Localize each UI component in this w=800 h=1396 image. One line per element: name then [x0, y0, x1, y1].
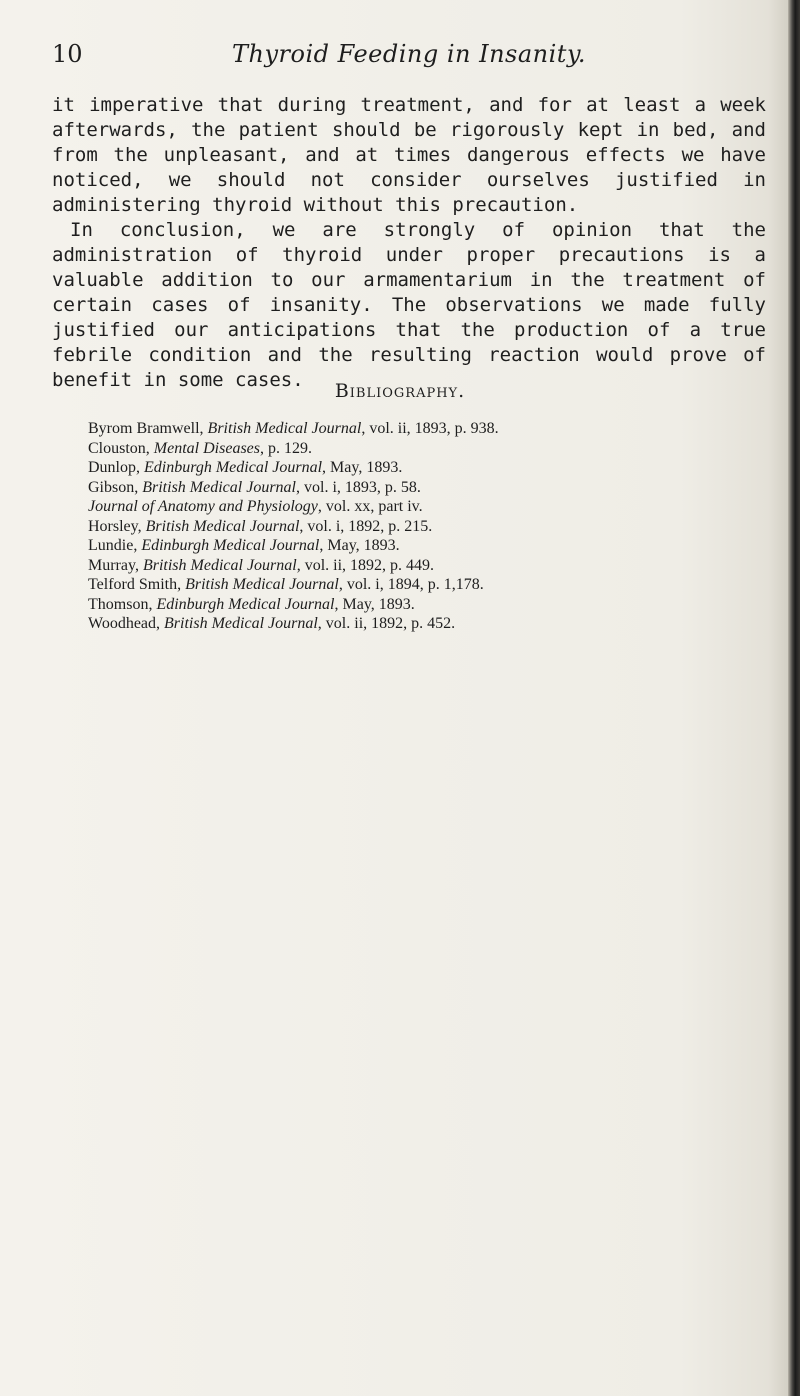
- entry-details: , vol. i, 1894, p. 1,178.: [338, 576, 484, 593]
- bibliography-heading: Bibliography.: [334, 380, 466, 402]
- entry-details: , vol. i, 1893, p. 58.: [296, 478, 421, 496]
- entry-author: Clouston,: [88, 439, 154, 457]
- page-header: [52, 40, 752, 80]
- bibliography-entry: [88, 478, 748, 498]
- entry-details: , vol. xx, part iv.: [317, 498, 423, 515]
- bibliography-entry: [88, 595, 748, 615]
- entry-author: Byrom Bramwell,: [88, 420, 208, 437]
- entry-details: , vol. ii, 1892, p. 449.: [296, 556, 435, 574]
- running-title: Thyroid Feeding in Insanity.: [232, 40, 586, 68]
- entry-details: , May, 1893.: [319, 537, 400, 554]
- bibliography-entry: [88, 497, 748, 517]
- entry-journal: British Medical Journal: [185, 576, 339, 593]
- entry-details: , p. 129.: [260, 439, 312, 457]
- paragraph-1: it imperative that during treatment, and for at least a week afterwards, the patient should be rigorously kept in bed, and from the unpleasant, and at times dangerous effects we have noticed, we should not consider ourselves justified in administering thyroid without this precaution.: [52, 94, 766, 216]
- entry-author: Lundie,: [88, 537, 142, 554]
- bibliography-entry: [88, 458, 748, 478]
- page-number: 10: [52, 40, 83, 68]
- entry-journal: Edinburgh Medical Journal: [156, 595, 335, 613]
- bibliography-entry: [88, 419, 748, 439]
- entry-journal: British Medical Journal: [142, 556, 297, 574]
- entry-details: , vol. ii, 1892, p. 452.: [317, 615, 456, 632]
- entry-details: , vol. i, 1892, p. 215.: [299, 517, 433, 535]
- entry-journal: Journal of Anatomy and Physiology: [88, 498, 318, 515]
- entry-journal: British Medical Journal: [142, 478, 296, 496]
- entry-author: Thomson,: [88, 595, 157, 613]
- entry-details: , May, 1893.: [334, 595, 415, 613]
- entry-author: Dunlop,: [88, 459, 144, 476]
- body-text: [52, 93, 766, 393]
- entry-author: Gibson,: [88, 478, 143, 496]
- entry-journal: Edinburgh Medical Journal: [144, 459, 323, 476]
- bibliography-entry: [88, 536, 748, 556]
- entry-journal: Edinburgh Medical Journal: [141, 537, 320, 554]
- bibliography-entry: [88, 614, 748, 634]
- entry-journal: Mental Diseases: [153, 439, 260, 457]
- entry-author: Horsley,: [88, 517, 146, 535]
- bibliography-list: [88, 419, 748, 634]
- bibliography-entry: [88, 517, 748, 537]
- bibliography-entry: [88, 439, 748, 459]
- entry-journal: British Medical Journal: [207, 420, 362, 437]
- bibliography-entry: [88, 556, 748, 576]
- entry-journal: British Medical Journal: [145, 517, 300, 535]
- entry-author: Telford Smith,: [88, 576, 186, 593]
- entry-author: Murray,: [88, 556, 143, 574]
- entry-author: Woodhead,: [88, 615, 165, 632]
- entry-details: , May, 1893.: [322, 459, 403, 476]
- page-binding-edge: [788, 0, 800, 1396]
- paragraph-2: In conclusion, we are strongly of opinion that the administration of thyroid under proper precautions is a valuable addition to our armamentarium in the treatment of certain cases of insanity. The observations we made fully justified our anticipations that the production of a true febrile condition and the resulting reaction would prove of benefit in some cases.: [52, 219, 766, 391]
- bibliography-entry: [88, 575, 748, 595]
- entry-journal: British Medical Journal: [164, 615, 318, 632]
- entry-details: , vol. ii, 1893, p. 938.: [361, 420, 499, 437]
